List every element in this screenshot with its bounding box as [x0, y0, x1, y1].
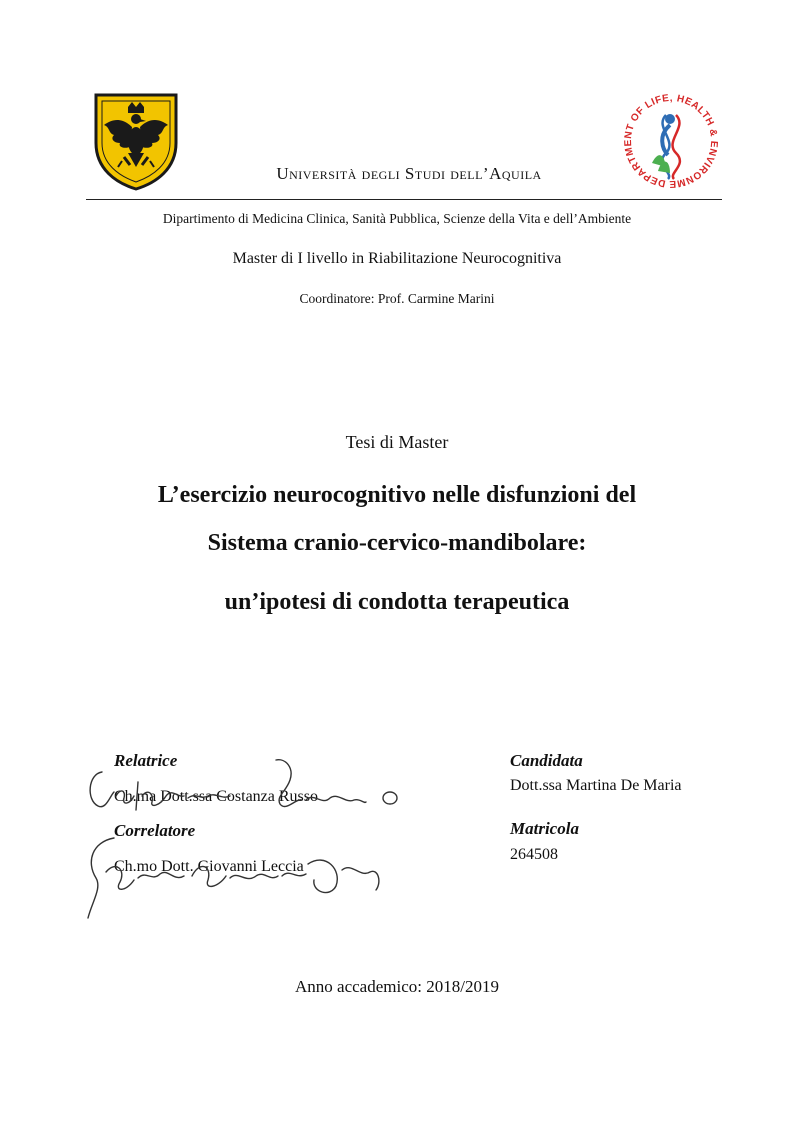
master-program: Master di I livello in Riabilitazione Neurocognitiva	[232, 250, 562, 267]
department-name: Dipartimento di Medicina Clinica, Sanità Pubblica, Scienze della Vita e dell’Ambiente	[162, 211, 632, 226]
candidata-label: Candidata	[510, 751, 583, 770]
correlatore-name: Ch.mo Dott. Giovanni Leccia	[114, 858, 304, 875]
university-eagle-shield-icon	[94, 91, 178, 191]
department-logo-text: DEPARTMENT OF LIFE, HEALTH & ENVIRONME	[622, 92, 720, 190]
thesis-title-line-3: un’ipotesi di condotta terapeutica	[224, 589, 570, 615]
matricola-label: Matricola	[510, 819, 579, 838]
thesis-title-line-2: Sistema cranio-cervico-mandibolare:	[207, 530, 587, 556]
relatrice-label: Relatrice	[114, 751, 178, 770]
academic-year: Anno accademico: 2018/2019	[295, 977, 499, 996]
department-circular-logo-icon	[618, 91, 724, 191]
university-name: Università degli Studi dell’Aquila	[276, 164, 542, 183]
matricola-value: 264508	[510, 846, 558, 863]
thesis-type: Tesi di Master	[345, 432, 449, 452]
header-divider	[86, 199, 722, 200]
thesis-title-line-1: L’esercizio neurocognitivo nelle disfunzioni del	[157, 482, 637, 508]
correlatore-label: Correlatore	[114, 821, 196, 840]
candidata-name: Dott.ssa Martina De Maria	[510, 777, 682, 794]
coordinator: Coordinatore: Prof. Carmine Marini	[299, 291, 495, 306]
relatrice-name: Ch.ma Dott.ssa Costanza Russo	[114, 788, 318, 805]
